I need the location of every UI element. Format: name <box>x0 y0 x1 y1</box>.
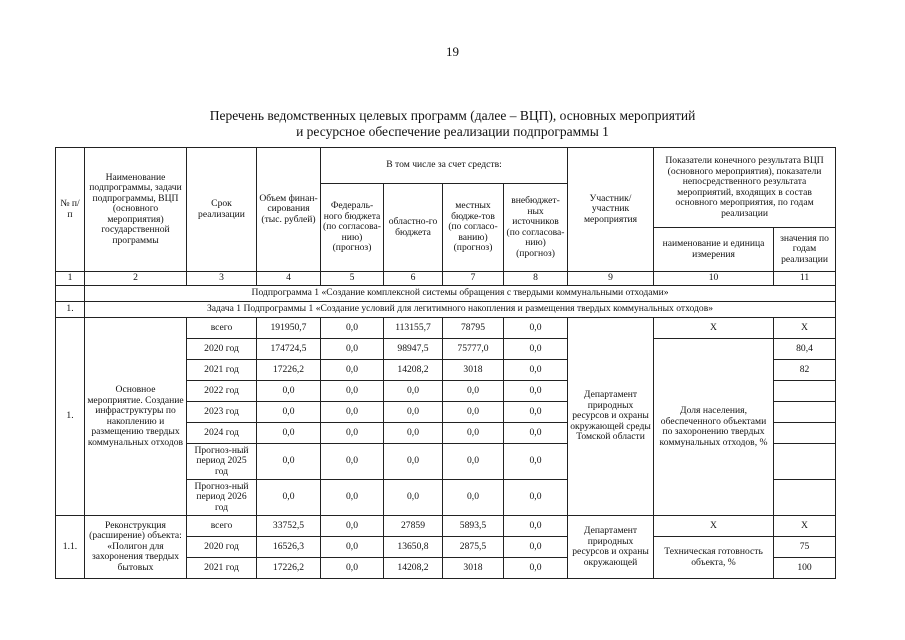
extra-cell: 0,0 <box>504 423 568 444</box>
value-cell: Х <box>774 516 836 537</box>
volume-cell: 0,0 <box>257 402 321 423</box>
volume-cell: 16526,3 <box>257 537 321 558</box>
local-cell: 5893,5 <box>443 516 504 537</box>
term-cell: 2022 год <box>187 381 257 402</box>
federal-cell: 0,0 <box>321 381 384 402</box>
column-number: 11 <box>774 272 836 286</box>
subprogram-row <box>56 286 836 302</box>
regional-cell: 113155,7 <box>384 318 443 339</box>
value-cell <box>774 480 836 516</box>
extra-cell: 0,0 <box>504 318 568 339</box>
volume-cell: 17226,2 <box>257 558 321 579</box>
document-title <box>0 108 905 140</box>
column-number: 3 <box>187 272 257 286</box>
indicator-name-cell: Техническая готовность объекта, % <box>654 537 774 579</box>
header-volume: Объем финан-сирования (тыс. рублей) <box>257 148 321 272</box>
regional-cell: 0,0 <box>384 423 443 444</box>
local-cell: 78795 <box>443 318 504 339</box>
column-number: 9 <box>568 272 654 286</box>
extra-cell: 0,0 <box>504 537 568 558</box>
local-cell: 75777,0 <box>443 339 504 360</box>
federal-cell: 0,0 <box>321 480 384 516</box>
term-cell: всего <box>187 516 257 537</box>
regional-cell: 13650,8 <box>384 537 443 558</box>
term-cell: 2020 год <box>187 339 257 360</box>
federal-cell: 0,0 <box>321 444 384 480</box>
term-cell: 2021 год <box>187 360 257 381</box>
value-cell: 82 <box>774 360 836 381</box>
regional-cell: 98947,5 <box>384 339 443 360</box>
header-num: № п/п <box>56 148 85 272</box>
extra-cell: 0,0 <box>504 516 568 537</box>
extra-cell: 0,0 <box>504 402 568 423</box>
volume-cell: 0,0 <box>257 381 321 402</box>
measure-name: Основное мероприятие. Создание инфраструктуры по накоплению и размещению твердых коммунальных отходов <box>85 318 187 516</box>
local-cell: 0,0 <box>443 381 504 402</box>
header-federal: Федераль-ного бюджета (по согласова-нию) (прогноз) <box>321 184 384 272</box>
column-numbers-row <box>56 272 836 286</box>
federal-cell: 0,0 <box>321 339 384 360</box>
value-cell <box>774 423 836 444</box>
local-cell: 0,0 <box>443 423 504 444</box>
term-cell: всего <box>187 318 257 339</box>
local-cell: 0,0 <box>443 480 504 516</box>
indicator-name-cell: Доля населения, обеспеченного объектами по захоронению твердых коммунальных отходов, % <box>654 339 774 516</box>
term-cell: 2024 год <box>187 423 257 444</box>
header-indicator-values: значения по годам реализации <box>774 228 836 272</box>
value-cell: 80,4 <box>774 339 836 360</box>
regional-cell: 0,0 <box>384 444 443 480</box>
local-cell: 3018 <box>443 558 504 579</box>
column-number: 6 <box>384 272 443 286</box>
page-number: 19 <box>446 44 459 59</box>
term-cell: Прогноз-ный период 2026 год <box>187 480 257 516</box>
extra-cell: 0,0 <box>504 558 568 579</box>
federal-cell: 0,0 <box>321 318 384 339</box>
local-cell: 0,0 <box>443 444 504 480</box>
value-cell <box>774 402 836 423</box>
column-number: 2 <box>85 272 187 286</box>
value-cell: 75 <box>774 537 836 558</box>
extra-cell: 0,0 <box>504 360 568 381</box>
federal-cell: 0,0 <box>321 558 384 579</box>
header-name: Наименование подпрограммы, задачи подпрограммы, ВЦП (основного мероприятия) государственной программы <box>85 148 187 272</box>
header-term: Срок реализации <box>187 148 257 272</box>
volume-cell: 17226,2 <box>257 360 321 381</box>
header-local: местных бюдже-тов (по согласо-ванию) (прогноз) <box>443 184 504 272</box>
value-cell: 100 <box>774 558 836 579</box>
local-cell: 3018 <box>443 360 504 381</box>
table-row <box>56 318 836 339</box>
task-row <box>56 302 836 318</box>
header-including: В том числе за счет средств: <box>321 148 568 184</box>
header-extra: внебюджет-ных источников (по согласова-нию) (прогноз) <box>504 184 568 272</box>
column-number: 4 <box>257 272 321 286</box>
extra-cell: 0,0 <box>504 480 568 516</box>
column-number: 7 <box>443 272 504 286</box>
local-cell: 2875,5 <box>443 537 504 558</box>
regional-cell: 14208,2 <box>384 360 443 381</box>
federal-cell: 0,0 <box>321 516 384 537</box>
regional-cell: 27859 <box>384 516 443 537</box>
indicator-x-cell: Х <box>654 516 774 537</box>
volume-cell: 174724,5 <box>257 339 321 360</box>
term-cell: 2020 год <box>187 537 257 558</box>
value-cell <box>774 444 836 480</box>
regional-cell: 0,0 <box>384 381 443 402</box>
federal-cell: 0,0 <box>321 402 384 423</box>
volume-cell: 191950,7 <box>257 318 321 339</box>
extra-cell: 0,0 <box>504 381 568 402</box>
participant-cell: Департамент природных ресурсов и охраны окружающей <box>568 516 654 579</box>
header-indicators: Показатели конечного результата ВЦП (основного мероприятия), показатели непосредственного результата мероприятий, входящих в состав основного мероприятия, по годам реализации <box>654 148 836 228</box>
subprogram-title: Подпрограмма 1 «Создание комплексной системы обращения с твердыми коммунальными отходами» <box>85 286 836 302</box>
federal-cell: 0,0 <box>321 360 384 381</box>
volume-cell: 0,0 <box>257 444 321 480</box>
header-regional: областно-го бюджета <box>384 184 443 272</box>
participant-cell: Департамент природных ресурсов и охраны окружающей среды Томской области <box>568 318 654 516</box>
local-cell: 0,0 <box>443 402 504 423</box>
title-line-2: и ресурсное обеспечение реализации подпрограммы 1 <box>296 124 609 139</box>
program-table <box>55 147 836 579</box>
column-number: 5 <box>321 272 384 286</box>
measure-num: 1.1. <box>56 516 85 579</box>
header-participant: Участник/ участник мероприятия <box>568 148 654 272</box>
title-line-1: Перечень ведомственных целевых программ (далее – ВЦП), основных мероприятий <box>209 108 696 123</box>
task-num: 1. <box>56 302 85 318</box>
federal-cell: 0,0 <box>321 423 384 444</box>
volume-cell: 0,0 <box>257 423 321 444</box>
measure-num: 1. <box>56 318 85 516</box>
indicator-x-cell: Х <box>654 318 774 339</box>
task-title: Задача 1 Подпрограммы 1 «Создание условий для легитимного накопления и размещения твердых коммунальных отходов» <box>85 302 836 318</box>
column-number: 1 <box>56 272 85 286</box>
regional-cell: 0,0 <box>384 402 443 423</box>
measure-name: Реконструкция (расширение) объекта: «Полигон для захоронения твердых бытовых <box>85 516 187 579</box>
volume-cell: 33752,5 <box>257 516 321 537</box>
table-row <box>56 516 836 537</box>
volume-cell: 0,0 <box>257 480 321 516</box>
term-cell: Прогноз-ный период 2025 год <box>187 444 257 480</box>
value-cell <box>774 381 836 402</box>
column-number: 10 <box>654 272 774 286</box>
extra-cell: 0,0 <box>504 444 568 480</box>
regional-cell: 0,0 <box>384 480 443 516</box>
header-indicator-name: наименование и единица измерения <box>654 228 774 272</box>
extra-cell: 0,0 <box>504 339 568 360</box>
value-cell: Х <box>774 318 836 339</box>
regional-cell: 14208,2 <box>384 558 443 579</box>
term-cell: 2023 год <box>187 402 257 423</box>
federal-cell: 0,0 <box>321 537 384 558</box>
column-number: 8 <box>504 272 568 286</box>
term-cell: 2021 год <box>187 558 257 579</box>
